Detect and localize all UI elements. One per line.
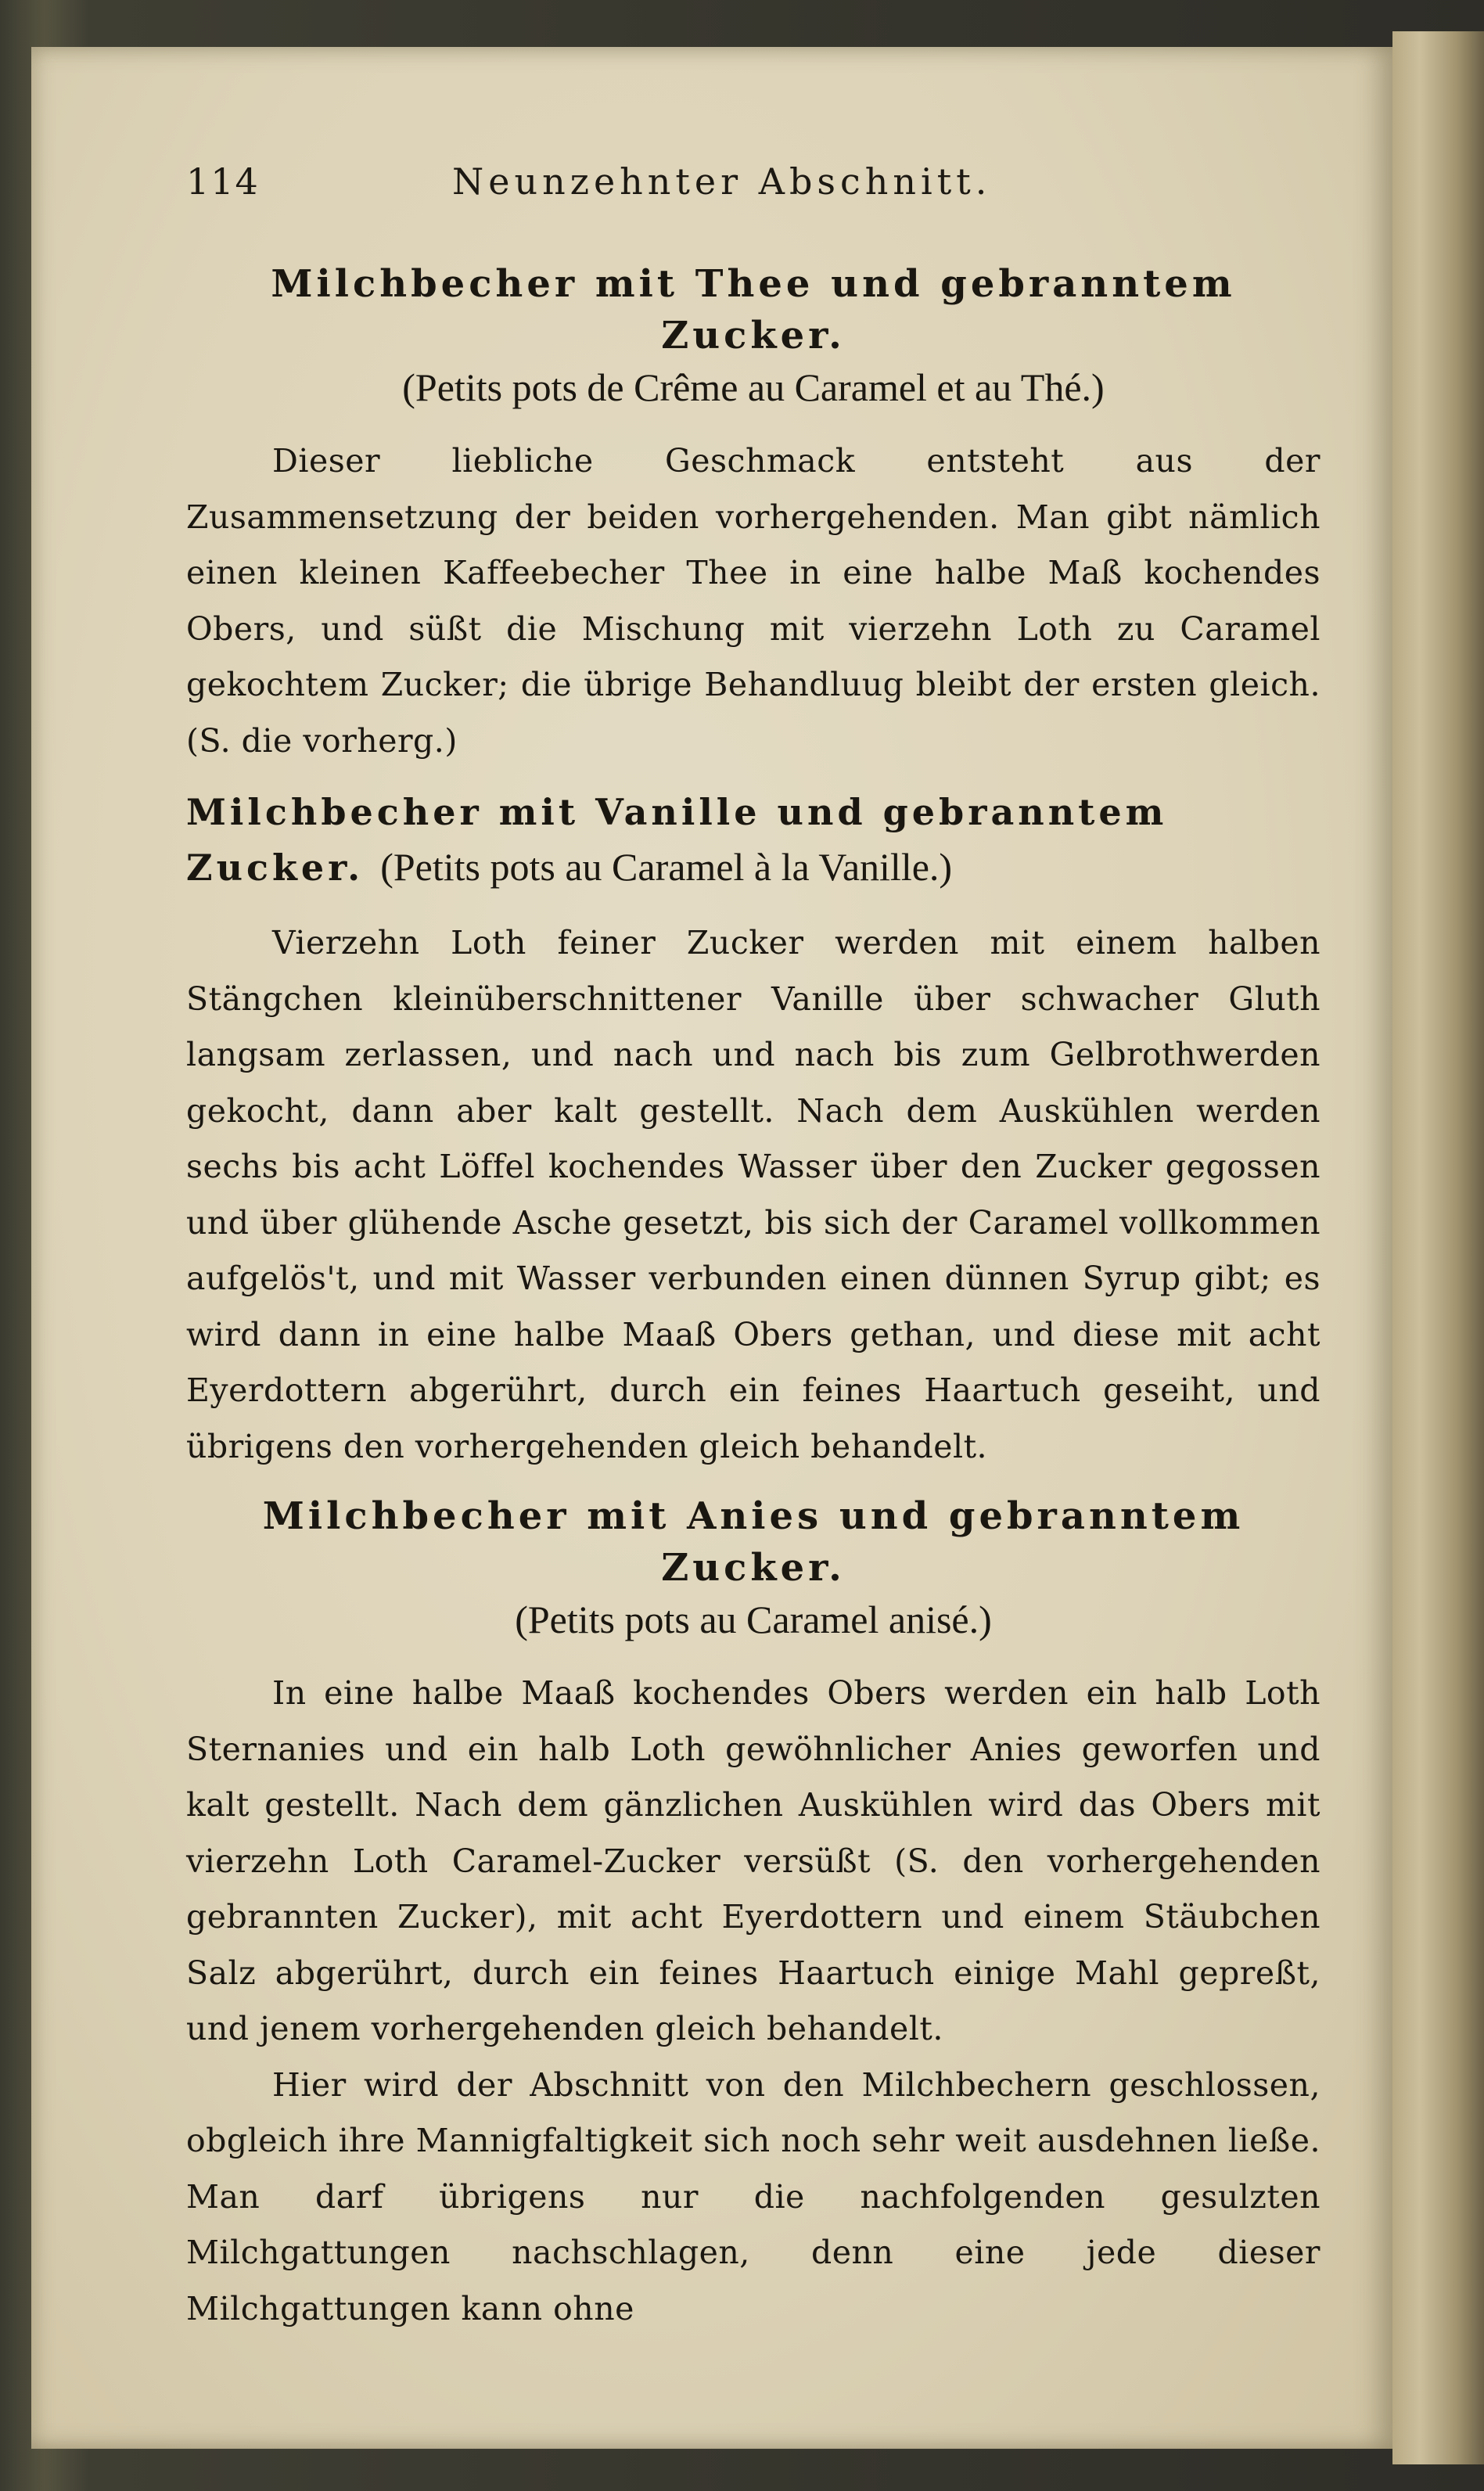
adjacent-page-edge xyxy=(1392,31,1484,2464)
paragraph: Hier wird der Abschnitt von den Milchbechern geschlossen, obgleich ihre Mannigfaltigkeit sich noch sehr weit ausdehnen ließe. Man darf übrigens nur die nachfolgenden gesulzten Milchgattungen nachschlagen, denn eine jede dieser Milchgattungen kann ohne xyxy=(186,2065,1321,2327)
section-subtitle: (Petits pots au Caramel à la Vanille.) xyxy=(380,845,953,889)
page-number: 114 xyxy=(186,160,260,203)
running-head: Neunzehnter Abschnitt. xyxy=(452,160,992,203)
paragraph: Vierzehn Loth feiner Zucker werden mit einem halben Stängchen kleinüberschnittener Vanille über schwacher Gluth langsam zerlassen, und nach und nach bis zum Gelbrothwerden gekocht, dann aber kalt gestellt. Nach dem Auskühlen werden sechs bis acht Löffel kochendes Wasser über den Zucker gegossen und über glühende Asche gesetzt, bis sich der Caramel vollkommen aufgelös't, und mit Wasser verbunden einen dünnen Syrup gibt; es wird dann in eine halbe Maaß Obers gethan, und diese mit acht Eyerdottern abgerührt, durch ein feines Haartuch geseiht, und übrigens den vorhergehenden gleich behandelt. xyxy=(186,924,1321,1465)
page-body xyxy=(186,258,1321,2353)
page-header xyxy=(186,160,1313,207)
section-thee xyxy=(186,258,1321,769)
section-title: Milchbecher mit Vanille und gebranntem Zucker. xyxy=(186,791,1168,889)
section-vanille xyxy=(186,785,1321,1475)
section-title: Milchbecher mit Thee und gebranntem Zucker. xyxy=(271,262,1236,358)
paragraph: In eine halbe Maaß kochendes Obers werden ein halb Loth Sternanies und ein halb Loth gewöhnlicher Anies geworfen und kalt gestellt. Nach dem gänzlichen Auskühlen wird das Obers mit vierzehn Loth Caramel-Zucker versüßt (S. den vorhergehenden gebrannten Zucker), mit acht Eyerdottern und einem Stäubchen Salz abgerührt, durch ein feines Haartuch einige Mahl gepreßt, und jenem vorhergehenden gleich behandelt. xyxy=(186,1674,1321,2047)
section-anies xyxy=(186,1490,1321,2337)
section-title-inline xyxy=(186,785,1321,895)
paragraph: Dieser liebliche Geschmack entsteht aus der Zusammensetzung der beiden vorhergehenden. Man gibt nämlich einen kleinen Kaffeebecher Thee in eine halbe Maß kochendes Obers, und süßt die Mischung mit vierzehn Loth zu Caramel gekochtem Zucker; die übrige Behandluug bleibt der ersten gleich. (S. die vorherg.) xyxy=(186,442,1321,760)
section-subtitle: (Petits pots de Crême au Caramel et au Thé.) xyxy=(402,365,1105,409)
section-subtitle: (Petits pots au Caramel anisé.) xyxy=(515,1598,992,1641)
section-title: Milchbecher mit Anies und gebranntem Zucker. xyxy=(262,1494,1245,1590)
